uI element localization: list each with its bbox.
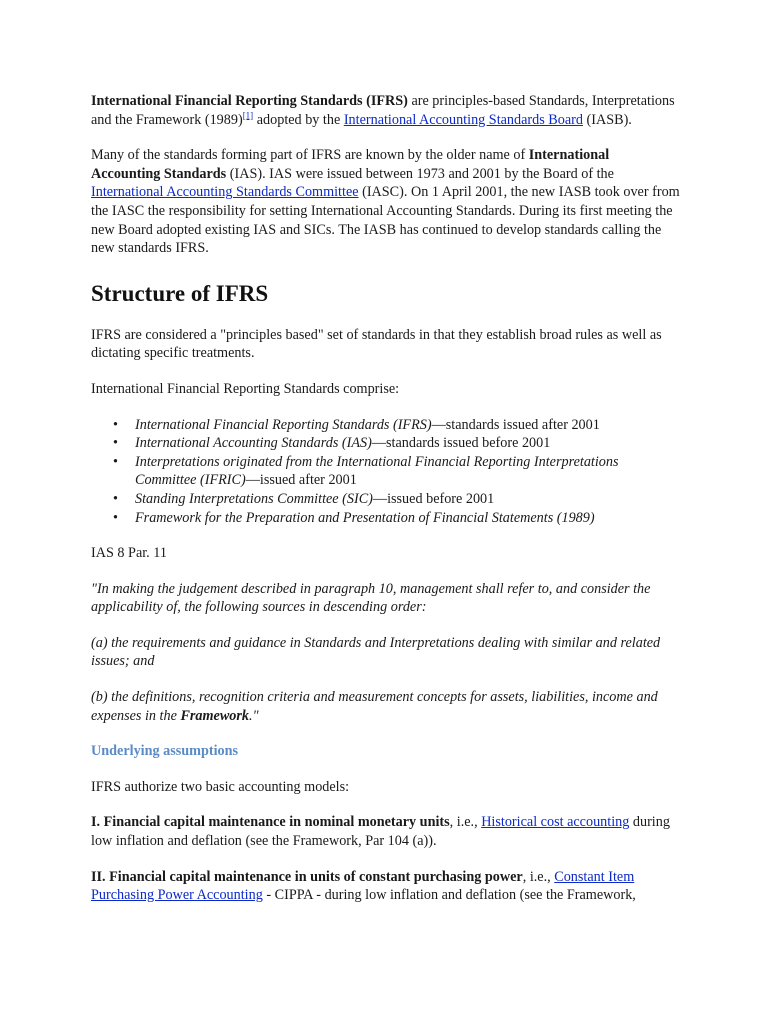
ias-history-paragraph: Many of the standards forming part of IFRS are known by the older name of International Accounting Standards (IAS). IAS were issued between 1973 and 2001 by the Board of the International Accounting Standards Committee (IASC). On 1 April 2001, the new IASB took over from the IASC the responsibility for setting International Accounting Standards. During its first meeting the new Board adopted existing IAS and SICs. The IASB has continued to develop standards calling the new standards IFRS. (91, 147, 680, 257)
footnote-link[interactable]: [1] (242, 109, 254, 120)
list-item: • Standing Interpretations Committee (SIC)—issued before 2001 (113, 490, 495, 507)
principles-paragraph: IFRS are considered a "principles based" set of standards in that they establish broad rules as well as dictating specific treatments. (91, 326, 662, 362)
intro-paragraph: International Financial Reporting Standards (IFRS) are principles-based Standards, Interpretations and the Framework (1989)[1] adopted by the International Accounting Standards Board (IASB). (91, 93, 675, 128)
assumptions-heading: Underlying assumptions (91, 743, 239, 760)
list-item: • Framework for the Preparation and Presentation of Financial Statements (1989) (113, 509, 595, 526)
model-one-paragraph: I. Financial capital maintenance in nominal monetary units, i.e., Historical cost accounting during low inflation and deflation (see the Framework, Par 104 (a)). (91, 814, 670, 850)
iasb-link[interactable]: International Accounting Standards Board (343, 111, 583, 128)
list-item: • International Accounting Standards (IAS)—standards issued before 2001 (113, 435, 551, 452)
list-item: • International Financial Reporting Standards (IFRS)—standards issued after 2001 (113, 416, 600, 433)
quote-item-b: (b) the definitions, recognition criteria and measurement concepts for assets, liabilities, income and expenses in the Framework." (91, 689, 658, 724)
document-content (91, 92, 681, 922)
quote-item-a: (a) the requirements and guidance in Standards and Interpretations dealing with similar and related issues; and (91, 634, 661, 670)
structure-heading: Structure of IFRS (91, 280, 269, 306)
standards-list (91, 416, 681, 528)
model-two-paragraph: II. Financial capital maintenance in units of constant purchasing power, i.e., Constant Item Purchasing Power Accounting - CIPPA - during low inflation and deflation (see the Framework, (91, 868, 636, 904)
iasc-link[interactable]: International Accounting Standards Committee (91, 184, 359, 201)
ias-term: International Accounting Standards (91, 147, 610, 182)
models-paragraph: IFRS authorize two basic accounting models: (91, 778, 350, 795)
framework-term: Framework (180, 707, 250, 724)
comprise-paragraph: International Financial Reporting Standards comprise: (91, 380, 400, 397)
ifrs-term: International Financial Reporting Standards (IFRS) (91, 93, 408, 109)
historical-cost-link[interactable]: Historical cost accounting (481, 814, 630, 831)
quote-paragraph: "In making the judgement described in paragraph 10, management shall refer to, and consider the applicability of, the following sources in descending order: (91, 580, 651, 616)
ias-reference: IAS 8 Par. 11 (91, 545, 167, 562)
list-item: • Interpretations originated from the International Financial Reporting Interpretations Committee (IFRIC)—issued after 2001 (113, 453, 619, 489)
cippa-link[interactable]: Constant Item Purchasing Power Accounting (91, 868, 635, 904)
